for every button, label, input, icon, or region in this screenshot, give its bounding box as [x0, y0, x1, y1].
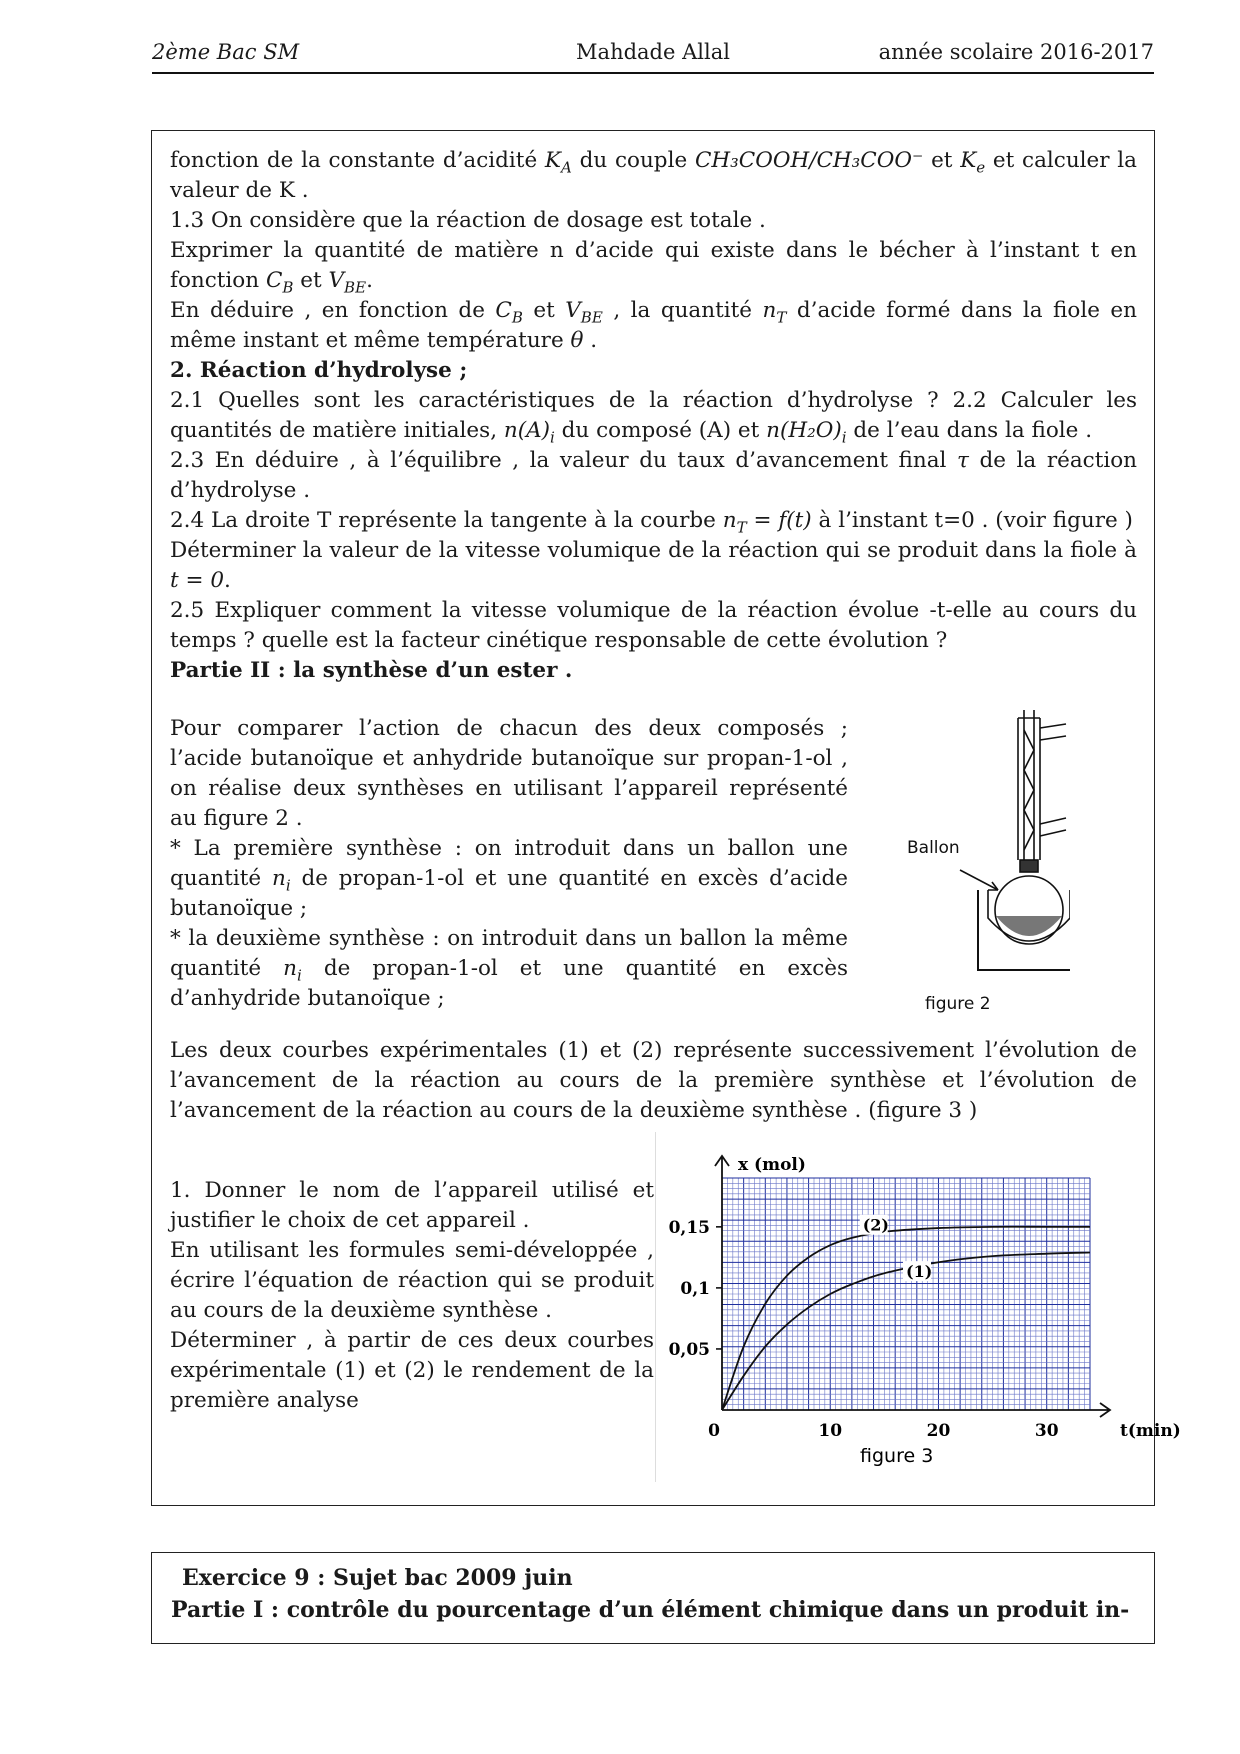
part2-title: Partie II : la synthèse d’un ester . — [170, 658, 573, 683]
questions-part1 — [170, 146, 1137, 686]
y-tick-label: 0,05 — [668, 1339, 710, 1360]
header-year: année scolaire 2016-2017 — [878, 40, 1154, 64]
synthesis-2: * la deuxième synthèse : on introduit dans un ballon la même quantité $n_i$ de propan-1-ol et une quantité en excès d’anhydride butanoïque ; — [170, 926, 848, 1011]
part2-q2: En utilisant les formules semi-développée , écrire l’équation de réaction qui se produit au cours de la deuxième synthèse . — [170, 1238, 654, 1323]
y-axis-label: x (mol) — [738, 1155, 806, 1175]
q2-4: 2.4 La droite T représente la tangente à la courbe $n_T = f(t)$ à l’instant t=0 . (voir figure ) — [170, 508, 1133, 537]
header-class: 2ème Bac SM — [152, 40, 300, 64]
ballon-label: Ballon — [907, 838, 960, 858]
x-tick-label: 0 — [708, 1421, 720, 1441]
y-tick-label: 0,1 — [680, 1278, 710, 1299]
x-tick-label: 30 — [1034, 1421, 1059, 1441]
figure3-caption: figure 3 — [860, 1445, 934, 1467]
figure3-chart — [650, 1136, 1190, 1476]
part2-intro — [170, 714, 848, 1014]
x-tick-label: 20 — [926, 1421, 951, 1441]
q1-2-end: fonction de la constante d’acidité $K_A$ du couple CH₃COOH/CH₃COO⁻ et $K_e$ et calculer la valeur de K . — [170, 148, 1137, 203]
synthesis-1: * La première synthèse : on introduit dans un ballon une quantité $n_i$ de propan-1-ol et une quantité en excès d’acide butanoïque ; — [170, 836, 848, 921]
water-inlet — [1040, 818, 1066, 836]
q2-4-determine: Déterminer la valeur de la vitesse volumique de la réaction qui se produit dans la fiole à t = 0. — [170, 538, 1137, 593]
curves-text: Les deux courbes expérimentales (1) et (2) représente successivement l’évolution de l’avancement de la réaction au cours de la première synthèse et l’évolution de l’avancement de la réaction au cours de la deuxième synthèse . (figure 3 ) — [170, 1038, 1137, 1123]
water-outlet — [1040, 724, 1066, 740]
header-author: Mahdade Allal — [576, 40, 730, 64]
y-tick-label: 0,15 — [668, 1217, 710, 1238]
part2-intro-text: Pour comparer l’action de chacun des deux composés ; l’acide butanoïque et anhydride butanoïque sur propan-1-ol , on réalise deux synthèses en utilisant l’appareil représenté au figure 2 . — [170, 716, 848, 831]
arrow-to-flask — [960, 870, 998, 890]
x-axis — [722, 1403, 1110, 1417]
q1-3-title: 1.3 On considère que la réaction de dosage est totale . — [170, 208, 766, 233]
q2-1-2: 2.1 Quelles sont les caractéristiques de la réaction d’hydrolyse ? 2.2 Calculer les quantités de matière initiales, $n(A)_i$ du composé (A) et $n(H_2O)_i$ de l’eau dans la fiole . — [170, 388, 1138, 447]
q2-3: 2.3 En déduire , à l’équilibre , la valeur du taux d’avancement final τ de la réaction d’hydrolyse . — [170, 448, 1137, 503]
section2-title: 2. Réaction d’hydrolyse ; — [170, 358, 468, 383]
condenser-coil — [1024, 730, 1034, 850]
exercise9-box — [151, 1552, 1155, 1644]
figure2-caption: figure 2 — [925, 994, 991, 1014]
q2-5: 2.5 Expliquer comment la vitesse volumique de la réaction évolue -t-elle au cours du temps ? quelle est la facteur cinétique responsable de cette évolution ? — [170, 598, 1137, 653]
series-label-1: (2) — [862, 1215, 889, 1235]
part2-q3: Déterminer , à partir de ces deux courbes expérimentale (1) et (2) le rendement de la première analyse — [170, 1328, 654, 1413]
q1-3-text2: En déduire , en fonction de $C_B$ et $V_{BE}$ , la quantité $n_T$ d’acide formé dans la fiole en même instant et même température θ . — [170, 298, 1137, 353]
part2-q1: 1. Donner le nom de l’appareil utilisé et justifier le choix de cet appareil . — [170, 1178, 654, 1233]
x-tick-label: 10 — [818, 1421, 843, 1441]
exercise9-title: Exercice 9 : Sujet bac 2009 juin — [182, 1565, 573, 1591]
x-axis-label: t(min) — [1120, 1421, 1181, 1441]
page-header — [152, 38, 1154, 74]
chart-grid — [722, 1178, 1090, 1410]
part2-questions — [170, 1176, 654, 1416]
exercise9-part1-title: Partie I : contrôle du pourcentage d’un élément chimique dans un produit in- — [171, 1597, 1130, 1623]
curves-paragraph — [170, 1036, 1137, 1126]
reflux-apparatus-figure — [880, 700, 1070, 1020]
q1-3-text1: Exprimer la quantité de matière n d’acide qui existe dans le bécher à l’instant t en fonction $C_B$ et $V_{BE}$. — [170, 238, 1137, 297]
series-label-2: (1) — [906, 1262, 933, 1282]
